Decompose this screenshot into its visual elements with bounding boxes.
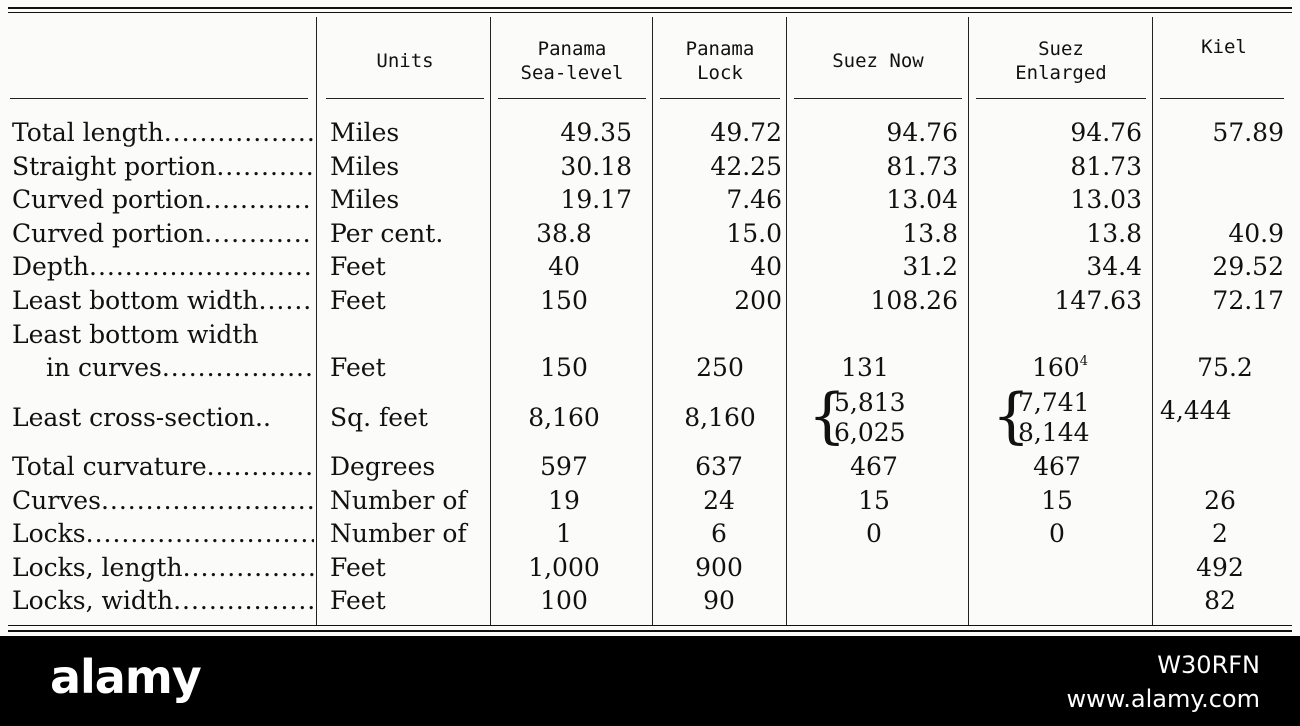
cell-suez-enlarged: 15 (1041, 485, 1073, 515)
cell-kiel: 40.9 (1228, 218, 1284, 248)
cell-panama-sea-level: 1,000 (528, 552, 600, 582)
cell-suez-enlarged (972, 584, 1142, 618)
row-label: Least cross-section.. (12, 403, 271, 432)
cell-suez-enlarged: 147.63 (1054, 286, 1142, 315)
header-underline (498, 98, 646, 99)
header-underline (794, 98, 962, 99)
cell-suez-enlarged: 7,741 8,144 (1018, 388, 1090, 447)
row-label: Total length ..... (12, 116, 314, 150)
row-unit: Number of (330, 519, 467, 549)
header-underline (660, 98, 780, 99)
cell-suez-enlarged: $160^4$ (1032, 353, 1088, 382)
cell-panama-sea-level: 19.17 (560, 185, 632, 215)
cell-suez-now (790, 551, 958, 585)
row-unit: Sq. feet (330, 403, 428, 432)
table-row (0, 351, 1300, 385)
cell-panama-sea-level: 100 (540, 586, 588, 616)
cell-panama-lock: 90 (703, 586, 735, 616)
cell-suez-now: 131 (841, 353, 889, 382)
cell-suez-enlarged: 13.8 (1086, 218, 1142, 248)
header-units: Units (376, 50, 434, 72)
table-row (0, 551, 1300, 585)
row-unit: Miles (330, 185, 400, 215)
cell-suez-now: 467 (850, 452, 898, 481)
cell-kiel: 26 (1204, 485, 1236, 515)
header-panama-sea-level: Panama Sea-level (520, 38, 624, 84)
table-row (0, 250, 1300, 284)
table-row (0, 517, 1300, 551)
cell-suez-now: 13.8 (902, 218, 958, 248)
cell-suez-now: 13.04 (886, 185, 958, 215)
table-row (0, 116, 1300, 150)
cell-panama-lock: 42.25 (710, 151, 782, 181)
cell-kiel (1156, 183, 1284, 217)
table-row (0, 183, 1300, 217)
cell-suez-now: 31.2 (902, 252, 958, 282)
cell-panama-lock: 637 (695, 452, 743, 481)
bottom-rule-thin (8, 625, 1292, 626)
row-label: Least bottom width (12, 320, 259, 349)
watermark-site: www.alamy.com (1066, 685, 1260, 713)
header-kiel: Kiel (1201, 36, 1247, 58)
cell-kiel: 2 (1212, 519, 1228, 549)
cell-kiel: 82 (1204, 586, 1236, 616)
row-label: Straight portion ..... (12, 150, 314, 184)
cell-kiel (1156, 450, 1284, 484)
row-unit: Per cent. (330, 218, 444, 248)
watermark-bar (0, 636, 1300, 726)
cell-suez-now (790, 584, 958, 618)
cell-panama-sea-level: 49.35 (560, 118, 632, 147)
row-label: in curves ..... (46, 351, 314, 385)
row-unit: Feet (330, 252, 386, 282)
top-rule (8, 7, 1292, 9)
cell-kiel: 72.17 (1212, 286, 1284, 315)
cell-panama-sea-level: 30.18 (560, 151, 632, 181)
cell-panama-sea-level: 150 (540, 353, 588, 382)
cell-suez-now: 0 (866, 519, 882, 549)
cell-suez-enlarged: 467 (1033, 452, 1081, 481)
row-label: Locks ..... (12, 517, 314, 551)
cell-kiel: 57.89 (1212, 118, 1284, 147)
cell-suez-enlarged: 94.76 (1070, 118, 1142, 147)
cell-panama-lock: 250 (696, 353, 744, 382)
table-row (0, 217, 1300, 251)
cell-kiel: 492 (1196, 552, 1244, 582)
header-panama-lock: Panama Lock (685, 38, 755, 84)
watermark-logo: alamy (50, 650, 201, 704)
header-suez-now: Suez Now (832, 50, 924, 72)
row-label: Curved portion ..... (12, 217, 314, 251)
row-unit: Miles (330, 118, 400, 147)
cell-suez-now: 5,813 6,025 (834, 388, 906, 447)
table-row (0, 318, 1300, 352)
cell-suez-enlarged (972, 551, 1142, 585)
table-row (0, 584, 1300, 618)
header-underline (1160, 98, 1284, 99)
watermark-image-code: W30RFN (1157, 651, 1260, 679)
cell-suez-enlarged: 81.73 (1070, 151, 1142, 181)
bottom-rule (8, 630, 1292, 632)
cell-suez-enlarged: 0 (1049, 519, 1065, 549)
row-unit: Number of (330, 485, 467, 515)
watermark-code (1067, 648, 1260, 716)
cell-panama-lock: 40 (750, 252, 782, 282)
row-unit: Degrees (330, 452, 436, 481)
cell-kiel: 75.2 (1197, 353, 1253, 382)
cell-panama-lock: 15.0 (726, 218, 782, 248)
cell-panama-lock: 8,160 (684, 403, 756, 432)
cell-panama-sea-level: 8,160 (528, 403, 600, 432)
cell-kiel (1156, 150, 1284, 184)
row-unit: Feet (330, 586, 386, 616)
cell-panama-sea-level: 150 (540, 286, 588, 315)
cell-panama-sea-level: 597 (540, 452, 588, 481)
row-unit: Miles (330, 151, 400, 181)
cell-suez-now: 94.76 (886, 118, 958, 147)
cell-panama-lock: 49.72 (710, 118, 782, 147)
brace-icon: { (808, 381, 847, 451)
table-row (0, 150, 1300, 184)
cell-suez-now: 15 (858, 485, 890, 515)
cell-kiel: 29.52 (1212, 252, 1284, 282)
row-label: Least bottom width ..... (12, 284, 314, 318)
cell-panama-sea-level: 19 (548, 485, 580, 515)
cell-panama-lock: 7.46 (726, 185, 782, 215)
table-row (0, 484, 1300, 518)
row-unit: Feet (330, 286, 386, 315)
cell-panama-lock: 900 (695, 552, 743, 582)
cell-panama-sea-level: 1 (556, 519, 572, 549)
row-unit: Feet (330, 552, 386, 582)
cell-panama-sea-level: 40 (548, 252, 580, 282)
header-underline (10, 98, 308, 99)
table-row (0, 450, 1300, 484)
table-row (0, 284, 1300, 318)
header-underline (976, 98, 1146, 99)
row-label: Locks, length ..... (12, 551, 314, 585)
cell-suez-now: 108.26 (870, 286, 958, 315)
cell-suez-now: 81.73 (886, 151, 958, 181)
brace-icon: { (992, 381, 1031, 451)
row-label: Total curvature ..... (12, 450, 314, 484)
row-label: Curves ..... (12, 484, 314, 518)
table-row (0, 381, 1300, 452)
top-rule-thin (8, 12, 1292, 13)
row-label: Curved portion ..... (12, 183, 314, 217)
cell-suez-enlarged: 34.4 (1086, 252, 1142, 282)
row-label: Locks, width ..... (12, 584, 314, 618)
cell-panama-lock: 6 (711, 519, 727, 549)
row-label: Depth ..... (12, 250, 314, 284)
cell-kiel: 4,444 (1160, 396, 1232, 425)
cell-suez-enlarged: 13.03 (1070, 185, 1142, 215)
cell-panama-lock: 24 (703, 485, 735, 515)
cell-panama-lock: 200 (734, 286, 782, 315)
header-underline (326, 98, 484, 99)
cell-panama-sea-level: 38.8 (536, 218, 592, 248)
header-suez-enlarged: Suez Enlarged (1015, 38, 1107, 84)
row-unit: Feet (330, 353, 386, 382)
